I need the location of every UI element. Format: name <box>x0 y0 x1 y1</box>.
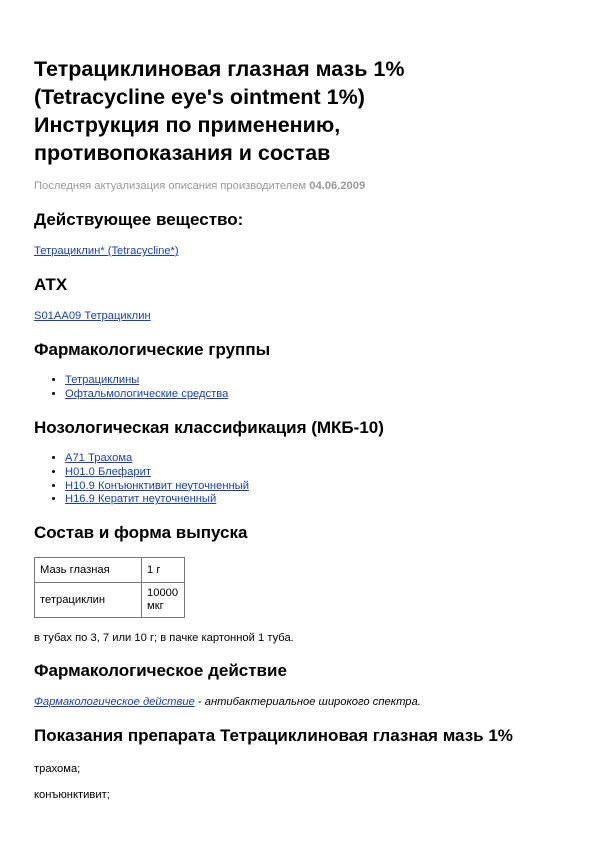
title-line-4: противопоказания и состав <box>34 141 331 165</box>
pharm-groups-heading: Фармакологические группы <box>34 340 271 359</box>
list-item <box>65 466 249 480</box>
table-row <box>35 558 185 583</box>
indications-heading: Показания препарата Тетрациклиновая глазная мазь 1% <box>34 726 513 745</box>
packaging-text: в тубах по 3, 7 или 10 г; в пачке картонной 1 туба. <box>34 632 294 644</box>
atc-heading: АТХ <box>34 275 68 294</box>
nosology-link-h10[interactable]: H10.9 Конъюнктивит неуточненный <box>65 479 249 492</box>
page-title <box>34 55 564 167</box>
list-item <box>65 388 228 402</box>
pharm-group-link-tetracyclines[interactable]: Тетрациклины <box>65 374 140 386</box>
last-updated-label: Последняя актуализация описания производителем <box>34 180 307 192</box>
list-item <box>65 374 228 388</box>
active-substance-line <box>34 245 179 257</box>
indication-item: конъюнктивит; <box>34 789 110 801</box>
title-line-3: Инструкция по применению, <box>34 113 341 137</box>
list-item <box>65 493 249 507</box>
atc-link[interactable]: S01AA09 Тетрациклин <box>34 310 151 322</box>
nosology-link-a71[interactable]: A71 Трахома <box>65 452 133 464</box>
pharm-group-link-ophthalmic[interactable]: Офтальмологические средства <box>65 387 229 400</box>
title-line-2: (Tetracycline eye's ointment 1%) <box>34 85 365 109</box>
pharm-groups-list <box>34 374 228 402</box>
atc-line <box>34 310 151 322</box>
nosology-link-h01[interactable]: H01.0 Блефарит <box>65 465 151 478</box>
indication-item: трахома; <box>34 763 81 775</box>
table-cell: Мазь глазная <box>35 558 142 583</box>
pharm-action-heading: Фармакологическое действие <box>34 661 287 680</box>
pharm-action-line <box>34 696 421 708</box>
table-row <box>35 583 185 618</box>
table-cell: 1 г <box>142 558 185 583</box>
nosology-heading: Нозологическая классификация (МКБ-10) <box>34 418 384 437</box>
pharm-action-link[interactable]: Фармакологическое действие <box>34 696 195 708</box>
title-line-1: Тетрациклиновая глазная мазь 1% <box>34 57 405 81</box>
composition-heading: Состав и форма выпуска <box>34 523 248 542</box>
active-substance-heading: Действующее вещество: <box>34 210 244 229</box>
nosology-link-h16[interactable]: H16.9 Кератит неуточненный <box>65 493 217 506</box>
last-updated <box>34 180 365 192</box>
list-item <box>65 480 249 494</box>
list-item <box>65 452 249 466</box>
pharm-action-text: - антибактериальное широкого спектра. <box>194 696 421 708</box>
composition-table <box>34 557 185 618</box>
active-substance-link[interactable]: Тетрациклин* (Tetracycline*) <box>34 245 179 257</box>
table-cell: 10000 мкг <box>142 583 185 618</box>
last-updated-date: 04.06.2009 <box>309 180 366 192</box>
table-cell: тетрациклин <box>35 583 142 618</box>
nosology-list <box>34 452 249 507</box>
